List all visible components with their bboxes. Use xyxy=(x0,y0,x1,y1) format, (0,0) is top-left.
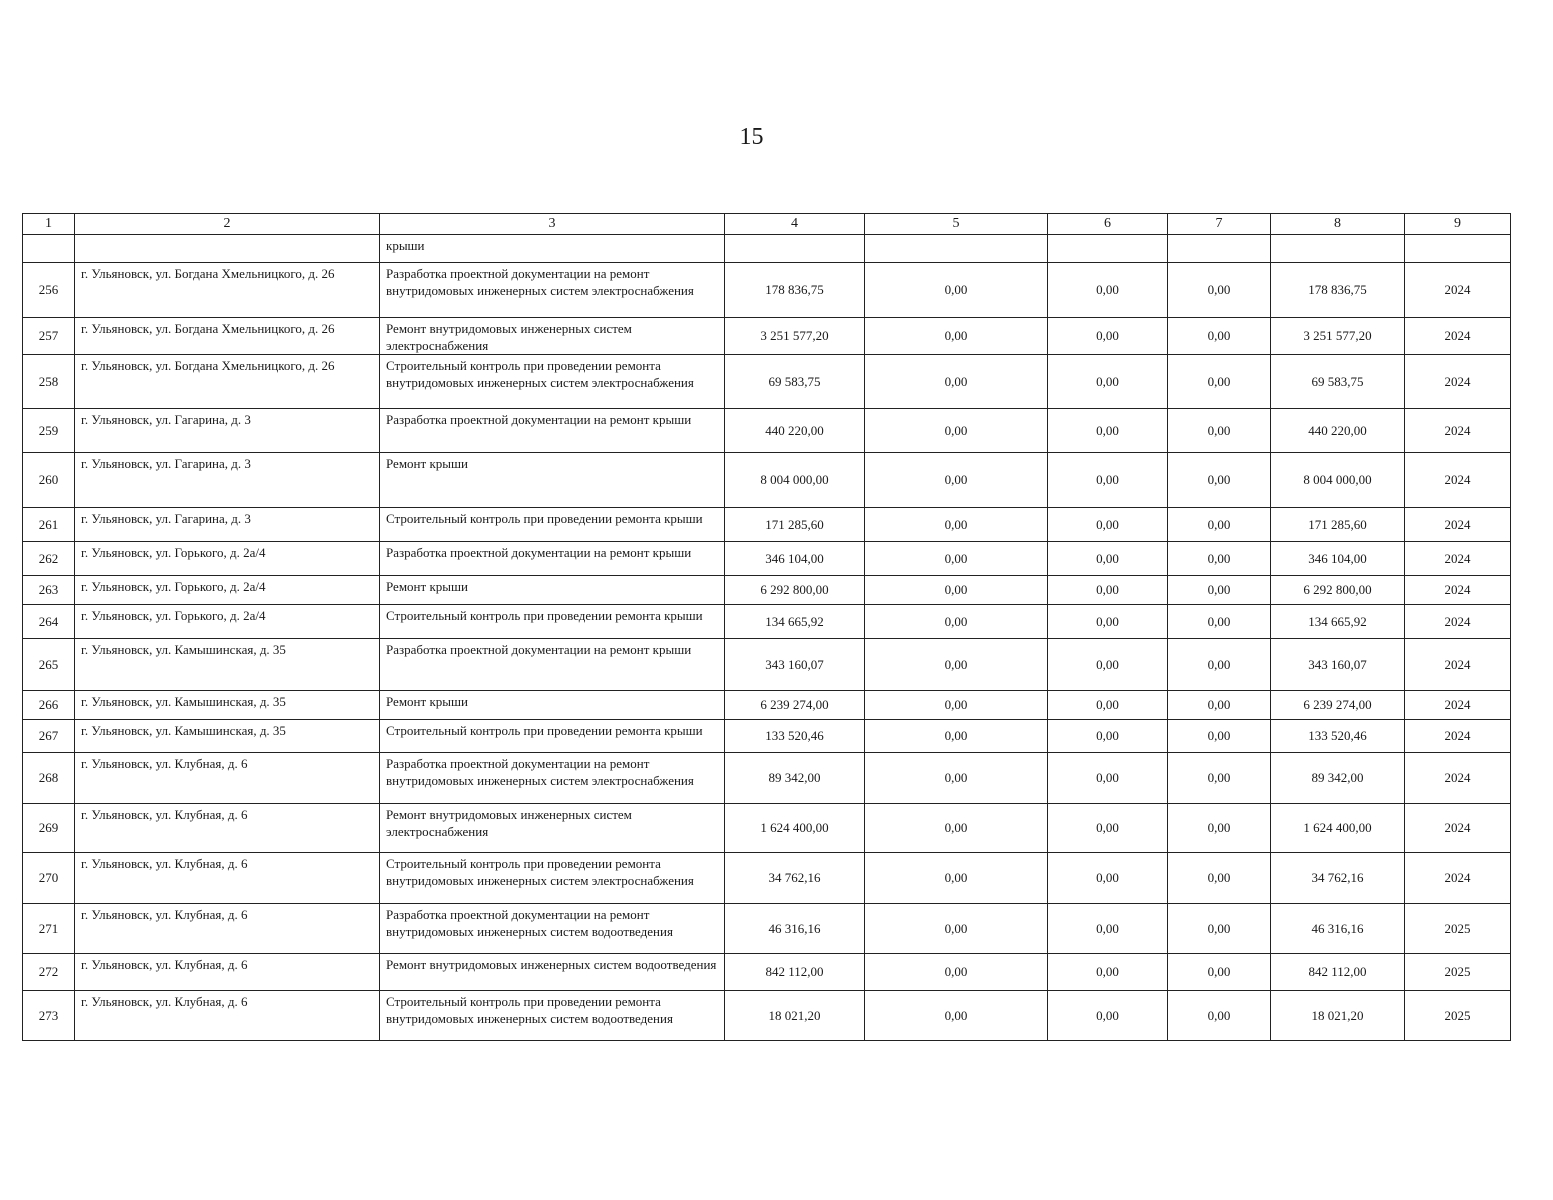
cell-address: г. Ульяновск, ул. Камышинская, д. 35 xyxy=(75,691,380,720)
column-number-row xyxy=(23,214,1511,235)
cell-column-8: 3 251 577,20 xyxy=(1271,318,1405,355)
cell-year: 2024 xyxy=(1405,409,1511,453)
cell-year: 2024 xyxy=(1405,804,1511,853)
cell-column-7: 0,00 xyxy=(1168,542,1271,576)
cell-address: г. Ульяновск, ул. Клубная, д. 6 xyxy=(75,853,380,904)
cell-column-7: 0,00 xyxy=(1168,409,1271,453)
cell-column-6: 0,00 xyxy=(1048,804,1168,853)
table-row xyxy=(23,605,1511,639)
cell-row-number: 261 xyxy=(23,508,75,542)
table-row xyxy=(23,991,1511,1041)
cell-total-cost: 343 160,07 xyxy=(725,639,865,691)
cell-column-5: 0,00 xyxy=(865,804,1048,853)
cell-work: Строительный контроль при проведении ремонта внутридомовых инженерных систем электроснабжения xyxy=(380,355,725,409)
cell-work: Ремонт крыши xyxy=(380,453,725,508)
cell-column-6: 0,00 xyxy=(1048,263,1168,318)
cell-row-number: 257 xyxy=(23,318,75,355)
cell-year: 2024 xyxy=(1405,576,1511,605)
cell-column-6: 0,00 xyxy=(1048,639,1168,691)
cell-column-6: 0,00 xyxy=(1048,991,1168,1041)
cell-column-5: 0,00 xyxy=(865,409,1048,453)
cell-work: Строительный контроль при проведении ремонта внутридомовых инженерных систем электроснабжения xyxy=(380,853,725,904)
cell-empty xyxy=(725,235,865,263)
cell-column-8: 440 220,00 xyxy=(1271,409,1405,453)
cell-year: 2024 xyxy=(1405,605,1511,639)
cell-empty xyxy=(1048,235,1168,263)
column-number: 6 xyxy=(1048,214,1168,235)
cell-column-5: 0,00 xyxy=(865,954,1048,991)
cell-column-8: 842 112,00 xyxy=(1271,954,1405,991)
cell-address: г. Ульяновск, ул. Горького, д. 2а/4 xyxy=(75,605,380,639)
cell-column-6: 0,00 xyxy=(1048,409,1168,453)
cell-address: г. Ульяновск, ул. Богдана Хмельницкого, д. 26 xyxy=(75,355,380,409)
cell-total-cost: 69 583,75 xyxy=(725,355,865,409)
cell-column-8: 8 004 000,00 xyxy=(1271,453,1405,508)
cell-work: Ремонт внутридомовых инженерных систем электроснабжения xyxy=(380,318,725,355)
table-row xyxy=(23,720,1511,753)
cell-column-6: 0,00 xyxy=(1048,753,1168,804)
cell-year: 2024 xyxy=(1405,853,1511,904)
cell-year: 2024 xyxy=(1405,318,1511,355)
column-number: 7 xyxy=(1168,214,1271,235)
cell-column-7: 0,00 xyxy=(1168,355,1271,409)
cell-column-7: 0,00 xyxy=(1168,753,1271,804)
cell-column-8: 346 104,00 xyxy=(1271,542,1405,576)
cell-column-8: 34 762,16 xyxy=(1271,853,1405,904)
cell-address: г. Ульяновск, ул. Гагарина, д. 3 xyxy=(75,409,380,453)
cell-work: Строительный контроль при проведении ремонта крыши xyxy=(380,605,725,639)
cell-work: Строительный контроль при проведении ремонта крыши xyxy=(380,720,725,753)
cell-total-cost: 8 004 000,00 xyxy=(725,453,865,508)
table-row xyxy=(23,263,1511,318)
cell-total-cost: 34 762,16 xyxy=(725,853,865,904)
table-row xyxy=(23,904,1511,954)
cell-work: Разработка проектной документации на ремонт внутридомовых инженерных систем электроснабжения xyxy=(380,753,725,804)
cell-address: г. Ульяновск, ул. Горького, д. 2а/4 xyxy=(75,542,380,576)
cell-work: Ремонт внутридомовых инженерных систем электроснабжения xyxy=(380,804,725,853)
cell-column-6: 0,00 xyxy=(1048,318,1168,355)
cell-column-5: 0,00 xyxy=(865,639,1048,691)
cell-total-cost: 6 239 274,00 xyxy=(725,691,865,720)
cell-row-number: 273 xyxy=(23,991,75,1041)
cell-work: Разработка проектной документации на ремонт крыши xyxy=(380,409,725,453)
table-row xyxy=(23,853,1511,904)
cell-year: 2025 xyxy=(1405,991,1511,1041)
cell-column-7: 0,00 xyxy=(1168,691,1271,720)
cell-row-number: 256 xyxy=(23,263,75,318)
cell-row-number: 264 xyxy=(23,605,75,639)
cell-column-6: 0,00 xyxy=(1048,605,1168,639)
cell-column-6: 0,00 xyxy=(1048,720,1168,753)
cell-row-number: 266 xyxy=(23,691,75,720)
cell-total-cost: 133 520,46 xyxy=(725,720,865,753)
cell-empty xyxy=(23,235,75,263)
cell-row-number: 272 xyxy=(23,954,75,991)
cell-year: 2024 xyxy=(1405,263,1511,318)
cell-column-6: 0,00 xyxy=(1048,508,1168,542)
cell-column-7: 0,00 xyxy=(1168,853,1271,904)
cell-column-6: 0,00 xyxy=(1048,355,1168,409)
cell-column-8: 171 285,60 xyxy=(1271,508,1405,542)
cell-column-8: 69 583,75 xyxy=(1271,355,1405,409)
column-number: 9 xyxy=(1405,214,1511,235)
cell-work: крыши xyxy=(380,235,725,263)
cell-column-7: 0,00 xyxy=(1168,954,1271,991)
cell-column-7: 0,00 xyxy=(1168,576,1271,605)
cell-empty xyxy=(75,235,380,263)
cell-column-7: 0,00 xyxy=(1168,991,1271,1041)
cell-empty xyxy=(1168,235,1271,263)
cell-column-5: 0,00 xyxy=(865,691,1048,720)
cell-column-8: 343 160,07 xyxy=(1271,639,1405,691)
cell-work: Разработка проектной документации на ремонт внутридомовых инженерных систем водоотведения xyxy=(380,904,725,954)
cell-row-number: 258 xyxy=(23,355,75,409)
column-number: 2 xyxy=(75,214,380,235)
cell-empty xyxy=(865,235,1048,263)
cell-year: 2024 xyxy=(1405,453,1511,508)
cell-total-cost: 134 665,92 xyxy=(725,605,865,639)
table-row xyxy=(23,318,1511,355)
table-row xyxy=(23,542,1511,576)
table-row xyxy=(23,954,1511,991)
column-number: 5 xyxy=(865,214,1048,235)
cell-column-5: 0,00 xyxy=(865,753,1048,804)
cell-column-7: 0,00 xyxy=(1168,904,1271,954)
cell-column-5: 0,00 xyxy=(865,605,1048,639)
cell-column-8: 1 624 400,00 xyxy=(1271,804,1405,853)
cell-address: г. Ульяновск, ул. Клубная, д. 6 xyxy=(75,753,380,804)
cell-address: г. Ульяновск, ул. Гагарина, д. 3 xyxy=(75,453,380,508)
table-body xyxy=(23,214,1511,1041)
cell-year: 2024 xyxy=(1405,508,1511,542)
cell-total-cost: 171 285,60 xyxy=(725,508,865,542)
cell-column-6: 0,00 xyxy=(1048,542,1168,576)
cell-address: г. Ульяновск, ул. Клубная, д. 6 xyxy=(75,954,380,991)
cell-column-5: 0,00 xyxy=(865,508,1048,542)
cell-total-cost: 46 316,16 xyxy=(725,904,865,954)
table-row xyxy=(23,576,1511,605)
cell-column-6: 0,00 xyxy=(1048,954,1168,991)
cell-column-6: 0,00 xyxy=(1048,576,1168,605)
cell-column-5: 0,00 xyxy=(865,355,1048,409)
cell-work: Разработка проектной документации на ремонт внутридомовых инженерных систем электроснабжения xyxy=(380,263,725,318)
cell-column-5: 0,00 xyxy=(865,453,1048,508)
cell-column-8: 134 665,92 xyxy=(1271,605,1405,639)
cell-column-7: 0,00 xyxy=(1168,263,1271,318)
cell-total-cost: 842 112,00 xyxy=(725,954,865,991)
table-row xyxy=(23,355,1511,409)
cell-address: г. Ульяновск, ул. Горького, д. 2а/4 xyxy=(75,576,380,605)
cell-total-cost: 1 624 400,00 xyxy=(725,804,865,853)
table-row xyxy=(23,453,1511,508)
cell-column-8: 46 316,16 xyxy=(1271,904,1405,954)
cell-work: Ремонт внутридомовых инженерных систем водоотведения xyxy=(380,954,725,991)
table-row xyxy=(23,691,1511,720)
cell-column-6: 0,00 xyxy=(1048,904,1168,954)
cell-total-cost: 6 292 800,00 xyxy=(725,576,865,605)
column-number: 8 xyxy=(1271,214,1405,235)
cell-row-number: 259 xyxy=(23,409,75,453)
cell-column-7: 0,00 xyxy=(1168,508,1271,542)
cell-column-5: 0,00 xyxy=(865,542,1048,576)
cell-column-6: 0,00 xyxy=(1048,853,1168,904)
cell-column-7: 0,00 xyxy=(1168,720,1271,753)
table-row xyxy=(23,409,1511,453)
cell-total-cost: 89 342,00 xyxy=(725,753,865,804)
cell-column-7: 0,00 xyxy=(1168,804,1271,853)
cell-year: 2024 xyxy=(1405,355,1511,409)
cell-year: 2024 xyxy=(1405,542,1511,576)
cell-row-number: 268 xyxy=(23,753,75,804)
cell-column-5: 0,00 xyxy=(865,263,1048,318)
cell-column-8: 6 292 800,00 xyxy=(1271,576,1405,605)
table-row xyxy=(23,639,1511,691)
cell-column-7: 0,00 xyxy=(1168,318,1271,355)
cell-column-8: 133 520,46 xyxy=(1271,720,1405,753)
cell-work: Строительный контроль при проведении ремонта крыши xyxy=(380,508,725,542)
table-row xyxy=(23,753,1511,804)
column-number: 4 xyxy=(725,214,865,235)
cell-column-6: 0,00 xyxy=(1048,453,1168,508)
cell-address: г. Ульяновск, ул. Богдана Хмельницкого, д. 26 xyxy=(75,318,380,355)
cell-address: г. Ульяновск, ул. Гагарина, д. 3 xyxy=(75,508,380,542)
cell-column-8: 178 836,75 xyxy=(1271,263,1405,318)
table-row xyxy=(23,804,1511,853)
cell-work: Строительный контроль при проведении ремонта внутридомовых инженерных систем водоотведения xyxy=(380,991,725,1041)
cell-column-7: 0,00 xyxy=(1168,605,1271,639)
cell-total-cost: 440 220,00 xyxy=(725,409,865,453)
cell-year: 2024 xyxy=(1405,753,1511,804)
cell-empty xyxy=(1271,235,1405,263)
cell-column-5: 0,00 xyxy=(865,576,1048,605)
cell-year: 2025 xyxy=(1405,954,1511,991)
cell-year: 2024 xyxy=(1405,720,1511,753)
cell-column-8: 89 342,00 xyxy=(1271,753,1405,804)
cell-column-5: 0,00 xyxy=(865,991,1048,1041)
cell-row-number: 265 xyxy=(23,639,75,691)
column-number: 1 xyxy=(23,214,75,235)
cell-row-number: 271 xyxy=(23,904,75,954)
cell-row-number: 263 xyxy=(23,576,75,605)
cell-column-5: 0,00 xyxy=(865,904,1048,954)
table-row xyxy=(23,508,1511,542)
page-number: 15 xyxy=(739,124,764,150)
cell-year: 2025 xyxy=(1405,904,1511,954)
cell-work: Ремонт крыши xyxy=(380,691,725,720)
cell-year: 2024 xyxy=(1405,639,1511,691)
cell-column-5: 0,00 xyxy=(865,720,1048,753)
cell-address: г. Ульяновск, ул. Камышинская, д. 35 xyxy=(75,639,380,691)
cell-work: Разработка проектной документации на ремонт крыши xyxy=(380,639,725,691)
cell-empty xyxy=(1405,235,1511,263)
cell-column-5: 0,00 xyxy=(865,853,1048,904)
cell-address: г. Ульяновск, ул. Клубная, д. 6 xyxy=(75,804,380,853)
works-table xyxy=(22,213,1511,1041)
column-number: 3 xyxy=(380,214,725,235)
continuation-row xyxy=(23,235,1511,263)
cell-row-number: 262 xyxy=(23,542,75,576)
cell-address: г. Ульяновск, ул. Камышинская, д. 35 xyxy=(75,720,380,753)
cell-work: Ремонт крыши xyxy=(380,576,725,605)
cell-total-cost: 346 104,00 xyxy=(725,542,865,576)
cell-total-cost: 18 021,20 xyxy=(725,991,865,1041)
cell-column-8: 6 239 274,00 xyxy=(1271,691,1405,720)
cell-year: 2024 xyxy=(1405,691,1511,720)
cell-column-7: 0,00 xyxy=(1168,639,1271,691)
cell-column-6: 0,00 xyxy=(1048,691,1168,720)
cell-column-8: 18 021,20 xyxy=(1271,991,1405,1041)
cell-address: г. Ульяновск, ул. Клубная, д. 6 xyxy=(75,904,380,954)
cell-row-number: 260 xyxy=(23,453,75,508)
cell-row-number: 270 xyxy=(23,853,75,904)
cell-address: г. Ульяновск, ул. Богдана Хмельницкого, д. 26 xyxy=(75,263,380,318)
cell-column-5: 0,00 xyxy=(865,318,1048,355)
cell-row-number: 269 xyxy=(23,804,75,853)
cell-address: г. Ульяновск, ул. Клубная, д. 6 xyxy=(75,991,380,1041)
cell-total-cost: 3 251 577,20 xyxy=(725,318,865,355)
cell-work: Разработка проектной документации на ремонт крыши xyxy=(380,542,725,576)
cell-row-number: 267 xyxy=(23,720,75,753)
cell-total-cost: 178 836,75 xyxy=(725,263,865,318)
cell-column-7: 0,00 xyxy=(1168,453,1271,508)
